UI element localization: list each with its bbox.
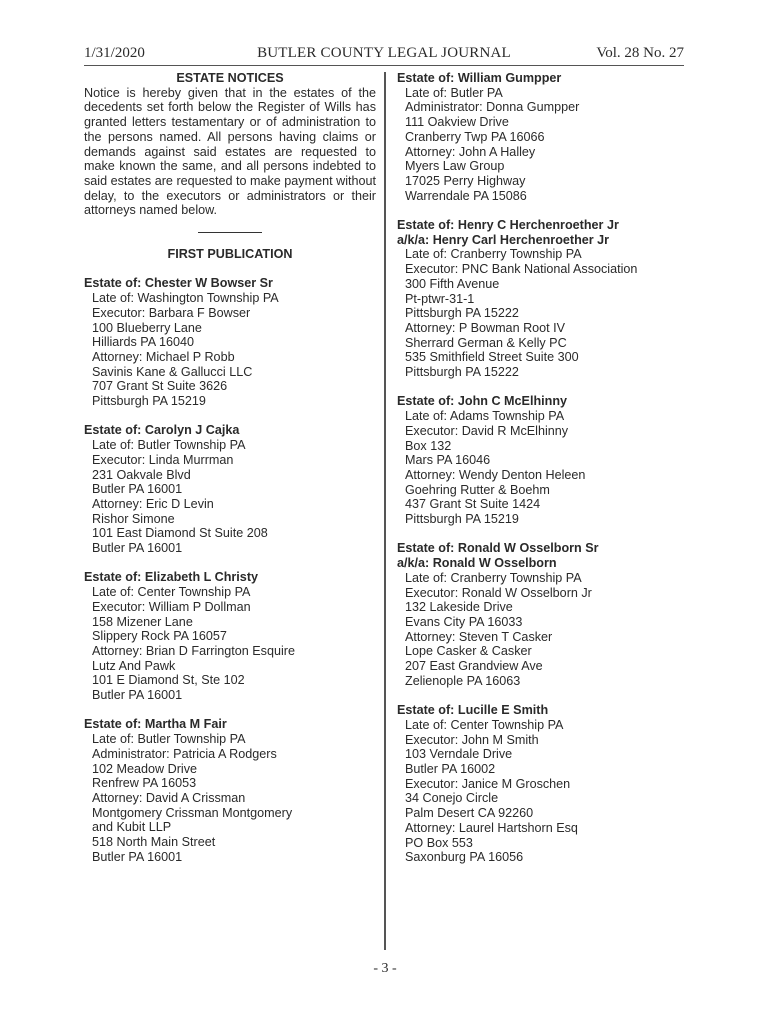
page-header bbox=[84, 45, 684, 66]
estate-detail-line: 300 Fifth Avenue bbox=[405, 276, 500, 291]
estate-detail-line: Administrator: Donna Gumpper bbox=[405, 100, 580, 115]
left-estate-list bbox=[84, 276, 376, 864]
estate-title: Estate of: Ronald W Osselborn Sr bbox=[397, 541, 599, 556]
estate-title: Estate of: Elizabeth L Christy bbox=[84, 570, 259, 585]
estate-detail-line: 158 Mizener Lane bbox=[92, 614, 193, 629]
estate-detail-line: 102 Meadow Drive bbox=[92, 761, 197, 776]
estate-detail-line: Pittsburgh PA 15222 bbox=[405, 306, 519, 321]
estate-title: Estate of: Lucille E Smith bbox=[397, 703, 549, 718]
estate-detail-line: Late of: Center Township PA bbox=[92, 585, 251, 600]
notice-title: ESTATE NOTICES bbox=[176, 71, 284, 85]
estate-detail-line: Lutz And Pawk bbox=[92, 658, 176, 673]
estate-detail-line: Late of: Butler PA bbox=[405, 85, 503, 100]
estate-detail-line: Attorney: Eric D Levin bbox=[92, 496, 214, 511]
estate-title: Estate of: Martha M Fair bbox=[84, 717, 227, 732]
estate-detail-line: 518 North Main Street bbox=[92, 835, 216, 850]
right-estate-list bbox=[397, 71, 689, 865]
estate-detail-line: 707 Grant St Suite 3626 bbox=[92, 379, 228, 394]
estate-detail-line: Pt-ptwr-31-1 bbox=[405, 291, 475, 306]
estate-detail-line: Savinis Kane & Gallucci LLC bbox=[92, 364, 253, 379]
estate-detail-line: 535 Smithfield Street Suite 300 bbox=[405, 350, 579, 365]
estate-detail-line: Executor: William P Dollman bbox=[92, 599, 251, 614]
page-number: - 3 - bbox=[373, 961, 397, 976]
estate-detail-line: Late of: Cranberry Township PA bbox=[405, 570, 582, 585]
estate-title: Estate of: William Gumpper bbox=[397, 71, 562, 85]
estate-entry bbox=[397, 394, 689, 526]
estate-detail-line: Slippery Rock PA 16057 bbox=[92, 629, 227, 644]
estate-detail-line: Attorney: David A Crissman bbox=[92, 790, 246, 805]
estate-detail-line: Attorney: Laurel Hartshorn Esq bbox=[405, 820, 578, 835]
estate-title: Estate of: Carolyn J Cajka bbox=[84, 423, 240, 438]
estate-detail-line: Pittsburgh PA 15219 bbox=[92, 394, 206, 409]
estate-detail-line: and Kubit LLP bbox=[92, 820, 172, 835]
estate-detail-line: 111 Oakview Drive bbox=[405, 115, 509, 130]
estate-detail-line: Sherrard German & Kelly PC bbox=[405, 335, 567, 350]
estate-entry bbox=[397, 71, 689, 203]
estate-title: Estate of: John C McElhinny bbox=[397, 394, 568, 409]
estate-aka: a/k/a: Henry Carl Herchenroether Jr bbox=[397, 232, 610, 247]
estate-detail-line: Late of: Butler Township PA bbox=[92, 732, 246, 747]
column-divider bbox=[384, 72, 386, 950]
estate-detail-line: 101 East Diamond St Suite 208 bbox=[92, 526, 268, 541]
estate-detail-line: 100 Blueberry Lane bbox=[92, 320, 202, 335]
estate-detail-line: Zelienople PA 16063 bbox=[405, 673, 521, 688]
estate-detail-line: Montgomery Crissman Montgomery bbox=[92, 805, 293, 820]
estate-detail-line: Executor: John M Smith bbox=[405, 732, 539, 747]
estate-detail-line: Butler PA 16001 bbox=[92, 482, 183, 497]
estate-detail-line: Pittsburgh PA 15219 bbox=[405, 512, 519, 527]
estate-detail-line: 17025 Perry Highway bbox=[405, 173, 526, 188]
estate-detail-line: Butler PA 16002 bbox=[405, 761, 496, 776]
estate-entry bbox=[84, 570, 376, 702]
estate-detail-line: Attorney: Brian D Farrington Esquire bbox=[92, 643, 295, 658]
estate-detail-line: Late of: Washington Township PA bbox=[92, 291, 279, 306]
estate-detail-line: Renfrew PA 16053 bbox=[92, 776, 197, 791]
notice-body: Notice is hereby given that in the estates of the decedents set forth below the Register of Wills has granted letters testamentary or of administration to the persons named. All persons having claims or demands against said estates are requested to make known the same, and all persons indebted to said estates are requested to make payment without delay, to the executors or administrators or their attorneys named below. bbox=[84, 85, 376, 218]
estate-detail-line: Executor: Janice M Groschen bbox=[405, 776, 571, 791]
estate-aka: a/k/a: Ronald W Osselborn bbox=[397, 556, 557, 571]
estate-detail-line: Evans City PA 16033 bbox=[405, 614, 523, 629]
estate-detail-line: Attorney: Wendy Denton Heleen bbox=[405, 467, 586, 482]
estate-detail-line: Mars PA 16046 bbox=[405, 453, 491, 468]
estate-entry bbox=[84, 423, 376, 555]
estate-title: Estate of: Chester W Bowser Sr bbox=[84, 276, 273, 291]
estate-detail-line: Myers Law Group bbox=[405, 159, 505, 174]
estate-detail-line: Butler PA 16001 bbox=[92, 849, 183, 864]
estate-detail-line: Warrendale PA 15086 bbox=[405, 188, 527, 203]
estate-detail-line: Goehring Rutter & Boehm bbox=[405, 482, 550, 497]
estate-detail-line: 207 East Grandview Ave bbox=[405, 659, 543, 674]
estate-detail-line: Saxonburg PA 16056 bbox=[405, 850, 524, 865]
estate-detail-line: Attorney: Michael P Robb bbox=[92, 349, 235, 364]
estate-detail-line: Executor: Linda Murrman bbox=[92, 452, 234, 467]
estate-title: Estate of: Henry C Herchenroether Jr bbox=[397, 218, 619, 233]
header-volume: Vol. 28 No. 27 bbox=[596, 45, 684, 61]
estate-detail-line: Late of: Center Township PA bbox=[405, 717, 564, 732]
estate-detail-line: 231 Oakvale Blvd bbox=[92, 467, 191, 482]
estate-detail-line: Cranberry Twp PA 16066 bbox=[405, 129, 545, 144]
header-date: 1/31/2020 bbox=[84, 45, 145, 61]
estate-detail-line: Administrator: Patricia A Rodgers bbox=[92, 746, 277, 761]
estate-detail-line: Rishor Simone bbox=[92, 511, 175, 526]
estate-detail-line: Butler PA 16001 bbox=[92, 688, 183, 703]
estate-entry bbox=[84, 276, 376, 408]
estate-entry bbox=[397, 541, 689, 688]
estate-detail-line: Attorney: P Bowman Root IV bbox=[405, 320, 566, 335]
estate-entry bbox=[397, 218, 689, 380]
right-column bbox=[397, 71, 689, 880]
estate-detail-line: Executor: Barbara F Bowser bbox=[92, 305, 251, 320]
header-journal-title: BUTLER COUNTY LEGAL JOURNAL bbox=[257, 45, 511, 61]
left-column bbox=[84, 71, 376, 879]
estate-detail-line: PO Box 553 bbox=[405, 835, 473, 850]
estate-detail-line: 103 Verndale Drive bbox=[405, 747, 513, 762]
estate-detail-line: Executor: David R McElhinny bbox=[405, 423, 569, 438]
estate-detail-line: Late of: Cranberry Township PA bbox=[405, 247, 582, 262]
estate-detail-line: 101 E Diamond St, Ste 102 bbox=[92, 673, 245, 688]
estate-detail-line: Hilliards PA 16040 bbox=[92, 335, 194, 350]
estate-detail-line: Palm Desert CA 92260 bbox=[405, 806, 534, 821]
estate-detail-line: Lope Casker & Casker bbox=[405, 644, 532, 659]
estate-detail-line: Butler PA 16001 bbox=[92, 541, 183, 556]
estate-detail-line: Late of: Adams Township PA bbox=[405, 409, 565, 424]
estate-detail-line: 437 Grant St Suite 1424 bbox=[405, 497, 541, 512]
estate-entry bbox=[397, 703, 689, 865]
estate-detail-line: 34 Conejo Circle bbox=[405, 791, 499, 806]
estate-detail-line: Attorney: Steven T Casker bbox=[405, 629, 553, 644]
estate-detail-line: Executor: Ronald W Osselborn Jr bbox=[405, 585, 592, 600]
separator-rule bbox=[198, 232, 262, 233]
estate-entry bbox=[84, 717, 376, 864]
estate-detail-line: 132 Lakeside Drive bbox=[405, 600, 513, 615]
estate-detail-line: Box 132 bbox=[405, 438, 452, 453]
estate-detail-line: Attorney: John A Halley bbox=[405, 144, 536, 159]
estate-detail-line: Executor: PNC Bank National Association bbox=[405, 262, 638, 277]
section-title: FIRST PUBLICATION bbox=[167, 247, 293, 262]
estate-detail-line: Late of: Butler Township PA bbox=[92, 438, 246, 453]
estate-detail-line: Pittsburgh PA 15222 bbox=[405, 365, 519, 380]
